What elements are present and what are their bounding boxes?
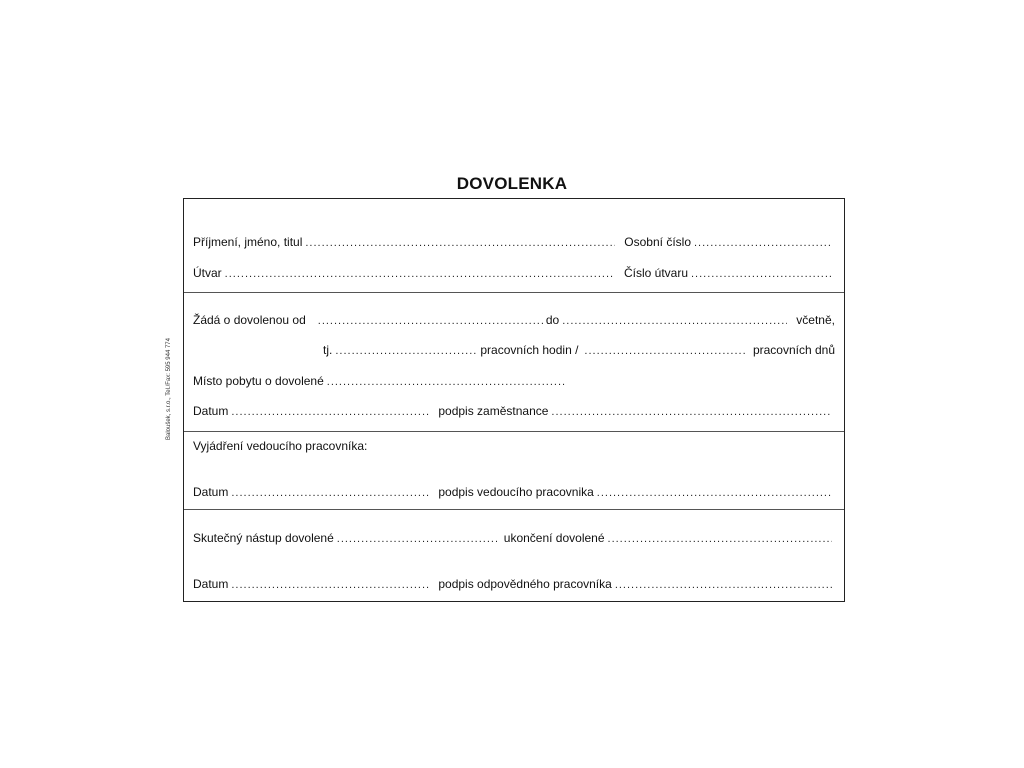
name-row	[193, 235, 835, 251]
leave-from-field[interactable]	[318, 315, 543, 327]
actual-leave-section	[184, 509, 844, 601]
responsible-signature-label: podpis odpovědného pracovníka	[438, 577, 612, 591]
personal-section	[184, 199, 844, 292]
responsible-date-label: Datum	[193, 577, 229, 591]
inclusive-label: včetně,	[796, 313, 835, 327]
department-number-label: Číslo útvaru	[623, 266, 688, 280]
supervisor-signature-field[interactable]	[597, 487, 832, 499]
work-days-label: pracovních dnů	[752, 343, 835, 357]
supervisor-date-label: Datum	[193, 485, 229, 499]
form-title: DOVOLENKA	[456, 174, 568, 193]
period-row	[193, 313, 835, 329]
leave-request-form	[183, 198, 845, 602]
department-field[interactable]	[225, 268, 615, 280]
department-row	[193, 266, 835, 282]
supervisor-statement-row	[193, 439, 835, 455]
employee-signature-label: podpis zaměstnance	[438, 404, 549, 418]
request-section	[184, 292, 844, 431]
responsible-signature-row	[193, 577, 835, 593]
supervisor-signature-label: podpis vedoucího pracovnika	[438, 485, 594, 499]
personal-number-label: Osobní číslo	[624, 235, 691, 249]
employee-signature-field[interactable]	[551, 406, 832, 418]
leave-from-label: Žádá o dovolenou od	[193, 313, 306, 327]
actual-dates-row	[193, 531, 835, 547]
personal-number-field[interactable]	[694, 237, 832, 249]
leave-to-label: do	[545, 313, 560, 327]
department-label: Útvar	[193, 266, 222, 280]
supervisor-signature-row	[193, 485, 835, 501]
date-field[interactable]	[231, 406, 431, 418]
location-row	[193, 374, 569, 390]
work-hours-label: pracovních hodin /	[480, 343, 579, 357]
department-number-field[interactable]	[691, 268, 832, 280]
name-label: Příjmení, jméno, titul	[193, 235, 303, 249]
duration-row	[323, 343, 835, 359]
actual-start-field[interactable]	[337, 533, 497, 545]
hours-field[interactable]	[335, 345, 477, 357]
supervisor-statement-label: Vyjádření vedoucího pracovníka:	[193, 439, 368, 453]
publisher-imprint: Baloušek, s.r.o., Tel./Fax: 595 944 774	[166, 338, 172, 440]
actual-end-label: ukončení dovolené	[503, 531, 605, 545]
days-field[interactable]	[584, 345, 746, 357]
supervisor-date-field[interactable]	[231, 487, 431, 499]
employee-signature-row	[193, 404, 835, 420]
responsible-signature-field[interactable]	[615, 579, 832, 591]
ie-label: tj.	[323, 343, 333, 357]
location-label: Místo pobytu o dovolené	[193, 374, 324, 388]
actual-end-field[interactable]	[608, 533, 832, 545]
actual-start-label: Skutečný nástup dovolené	[193, 531, 334, 545]
responsible-date-field[interactable]	[231, 579, 431, 591]
location-field[interactable]	[327, 376, 566, 388]
supervisor-section	[184, 431, 844, 509]
date-label: Datum	[193, 404, 229, 418]
name-field[interactable]	[305, 237, 615, 249]
leave-to-field[interactable]	[562, 315, 787, 327]
